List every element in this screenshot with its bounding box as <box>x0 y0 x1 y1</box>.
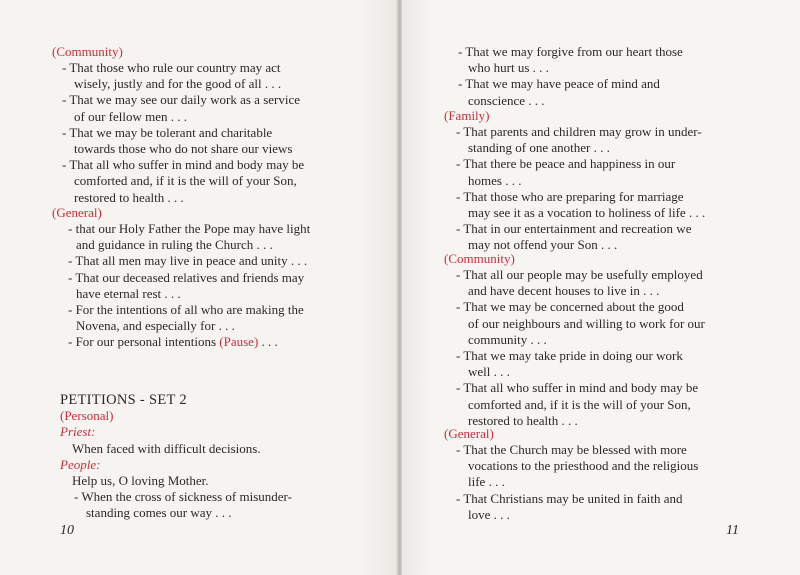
petition-line: - When the cross of sickness of misunder- <box>74 489 292 505</box>
petition-line: conscience . . . <box>468 92 545 108</box>
petition-line: - That the Church may be blessed with more <box>456 442 687 457</box>
left-general-heading: (General) <box>52 205 102 220</box>
left-community-heading: (Community) <box>52 44 123 59</box>
petition-line: - That we may take pride in doing our work <box>456 348 683 364</box>
petition-line: well . . . <box>468 364 510 380</box>
personal-intentions-end: . . . <box>258 334 278 350</box>
petition-line: and have decent houses to live in . . . <box>468 283 660 299</box>
petition-line: have eternal rest . . . <box>76 285 181 301</box>
petition-line: - That we may see our daily work as a service <box>62 92 301 108</box>
right-general-section <box>444 426 494 442</box>
petition-line: standing of one another . . . <box>468 140 610 156</box>
petition-line: who hurt us . . . <box>468 60 549 76</box>
right-page-shadow <box>402 0 432 575</box>
petition-line: - That all men may live in peace and unity . . . <box>68 253 308 269</box>
petition-line: comforted and, if it is the will of your Son, <box>74 173 297 189</box>
petition-line: community . . . <box>468 331 547 347</box>
petition-line: towards those who do not share our views <box>74 141 293 157</box>
family-heading: (Family) <box>444 108 490 123</box>
petition-line: - that our Holy Father the Pope may have light <box>68 221 311 236</box>
petition-line: standing comes our way . . . <box>86 505 232 521</box>
right-top-petitions <box>458 44 683 109</box>
left-page <box>0 0 398 575</box>
left-page-shadow <box>360 0 398 575</box>
petition-line: may see it as a vocation to holiness of life . . . <box>468 205 706 221</box>
personal-intentions-line <box>68 334 310 350</box>
petition-line: - That Christians may be united in faith and <box>456 490 683 506</box>
petition-line: - That we may be concerned about the good <box>456 299 684 315</box>
right-general-petitions <box>456 442 698 523</box>
petition-line: restored to health . . . <box>74 189 184 205</box>
set-title: PETITIONS - SET 2 <box>60 392 187 408</box>
right-community-heading: (Community) <box>444 251 515 266</box>
petition-line: of our fellow men . . . <box>74 108 188 124</box>
family-section <box>444 108 490 124</box>
petition-line: wisely, justly and for the good of all . . . <box>74 76 282 92</box>
people-text: Help us, O loving Mother. <box>72 473 209 489</box>
right-community-petitions <box>456 267 705 429</box>
right-general-heading: (General) <box>444 426 494 441</box>
petition-line: - That those who rule our country may act <box>62 60 281 75</box>
petition-line: - That all our people may be usefully employed <box>456 267 703 282</box>
family-petitions <box>456 124 705 254</box>
right-page <box>402 0 800 575</box>
petition-line: - That we may be tolerant and charitable <box>62 124 273 140</box>
petition-line: - That in our entertainment and recreation we <box>456 221 692 237</box>
priest-label: Priest: <box>60 424 96 440</box>
petition-line: may not offend your Son . . . <box>468 237 618 253</box>
petition-line: - That all who suffer in mind and body may be <box>62 157 305 173</box>
petition-line: Novena, and especially for . . . <box>76 318 235 334</box>
petition-line: comforted and, if it is the will of your Son, <box>468 396 691 412</box>
petition-line: and guidance in ruling the Church . . . <box>76 237 273 253</box>
left-community-petitions <box>62 60 304 206</box>
petition-line: - That parents and children may grow in under- <box>456 124 702 139</box>
page-number-right: 11 <box>726 523 739 538</box>
right-community-section <box>444 251 515 267</box>
petition-line: life . . . <box>468 474 505 490</box>
left-general-petitions <box>68 221 310 351</box>
priest-text: When faced with difficult decisions. <box>72 440 261 456</box>
personal-intentions-text: - For our personal intentions <box>68 334 220 350</box>
pause-label: (Pause) <box>219 334 259 350</box>
petition-line: - That all who suffer in mind and body may be <box>456 380 699 396</box>
petition-line: - That our deceased relatives and friends may <box>68 269 305 285</box>
page-number-left: 10 <box>60 523 74 538</box>
set-2-section <box>60 392 292 522</box>
petition-line: - That we may have peace of mind and <box>458 76 660 92</box>
left-community-section <box>52 44 123 60</box>
petition-line: - For the intentions of all who are making the <box>68 302 304 318</box>
petition-line: - That there be peace and happiness in our <box>456 156 676 172</box>
petition-line: restored to health . . . <box>468 412 578 428</box>
left-general-section <box>52 205 102 221</box>
petition-line: - That those who are preparing for marriage <box>456 188 684 204</box>
petition-line: of our neighbours and willing to work for our <box>468 315 705 331</box>
petition-line: love . . . <box>468 506 510 522</box>
personal-heading: (Personal) <box>60 408 114 424</box>
petition-line: vocations to the priesthood and the religious <box>468 458 699 474</box>
petition-line: homes . . . <box>468 172 522 188</box>
people-label: People: <box>60 456 101 472</box>
petition-line: - That we may forgive from our heart those <box>458 44 683 59</box>
